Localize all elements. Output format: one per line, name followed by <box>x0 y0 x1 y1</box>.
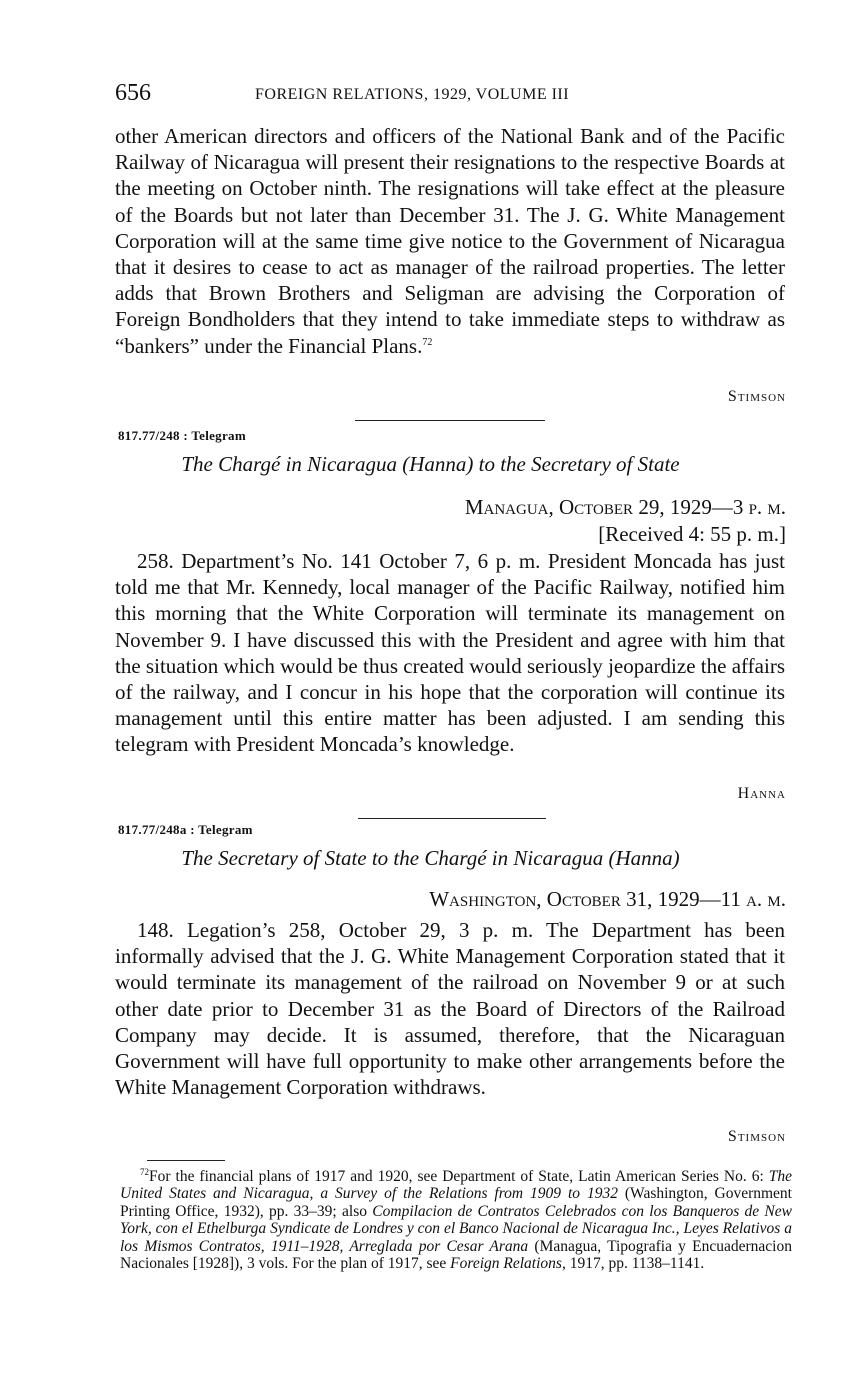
document-title: The Secretary of State to the Chargé in Nicaragua (Hanna) <box>181 846 680 870</box>
section-divider <box>358 818 546 819</box>
footnote-reference[interactable]: 72 <box>422 336 433 348</box>
dateline: Washington, October 31, 1929—11 a. m. <box>429 887 786 911</box>
page-header <box>115 80 791 110</box>
file-reference: 817.77/248a : Telegram <box>118 822 253 837</box>
received-time: [Received 4: 55 p. m.] <box>598 522 786 546</box>
footnote-marker: 72 <box>140 1166 149 1177</box>
document-title: The Chargé in Nicaragua (Hanna) to the Secretary of State <box>181 452 680 476</box>
dateline <box>465 494 786 548</box>
file-reference: 817.77/248 : Telegram <box>118 428 246 443</box>
footnote-divider <box>147 1160 225 1161</box>
signature-stimson-1: Stimson <box>727 388 786 405</box>
dateline-place-date: Managua, October 29, 1929—3 p. m. <box>464 495 786 519</box>
signature-stimson-2: Stimson <box>727 1128 786 1145</box>
paragraph-text: other American directors and officers of the National Bank and of the Pacific Railway of Nicaragua will present their resignations to the respective Boards at the meeting on October ninth. The resignations will take effect at the pleasure of the Boards but not later than December 31. The J. G. White Management Corporation will at the same time give notice to the Government of Nicaragua that it desires to cease to act as manager of the railroad properties. The letter adds that Brown Brothers and Seligman are advising the Corporation of Foreign Bondholders that they intend to take immediate steps to withdraw as “bankers” under the Financial Plans. <box>115 124 785 358</box>
signature-hanna: Hanna <box>737 785 786 802</box>
telegram-paragraph: 148. Legation’s 258, October 29, 3 p. m. The Department has been informally advised that the J. G. White Management Corporation stated that it would terminate its management of the railroad on November 9 or at such other date prior to December 31 as the Board of Directors of the Railroad Company may decide. It is assumed, therefore, that the Nicaraguan Government will have full opportunity to make other arrangements before the White Management Corporation withdraws. <box>115 918 785 1100</box>
section-divider <box>355 420 545 421</box>
footnote: $^{72}$For the financial plans of 1917 and 1920, see Department of State, Latin American Series No. 6: The United States and Nicaragua, a Survey of the Relations from 1909 to 1932 (Washington, Government Printing Office, 1932), pp. 33–39; also Compilacion de Contratos Celebrados con los Banqueros de New York, con el Ethelburga Syndicate de Londres y con el Banco Nacional de Nicaragua Inc., Leyes Relativos a los Mismos Contratos, 1911–1928, Arreglada por Cesar Arana (Managua, Tipografia y Encuadernacion Nacionales [1928]), 3 vols. For the plan of 1917, see Foreign Relations, 1917, pp. 1138–1141. <box>120 1166 792 1273</box>
continued-paragraph <box>115 123 785 359</box>
telegram-paragraph: 258. Department’s No. 141 October 7, 6 p. m. President Moncada has just told me that Mr. Kennedy, local manager of the Pacific Railway, notified him this morning that the White Corporation will terminate its management on November 9. I have discussed this with the President and agree with him that the situation which would be thus created would seriously jeopardize the affairs of the railway, and I concur in his hope that the corporation will continue its management until this entire matter has been adjusted. I am sending this telegram with President Moncada’s knowledge. <box>115 549 785 757</box>
page-number: 656 <box>115 80 151 106</box>
running-title: FOREIGN RELATIONS, 1929, VOLUME III <box>255 86 570 103</box>
